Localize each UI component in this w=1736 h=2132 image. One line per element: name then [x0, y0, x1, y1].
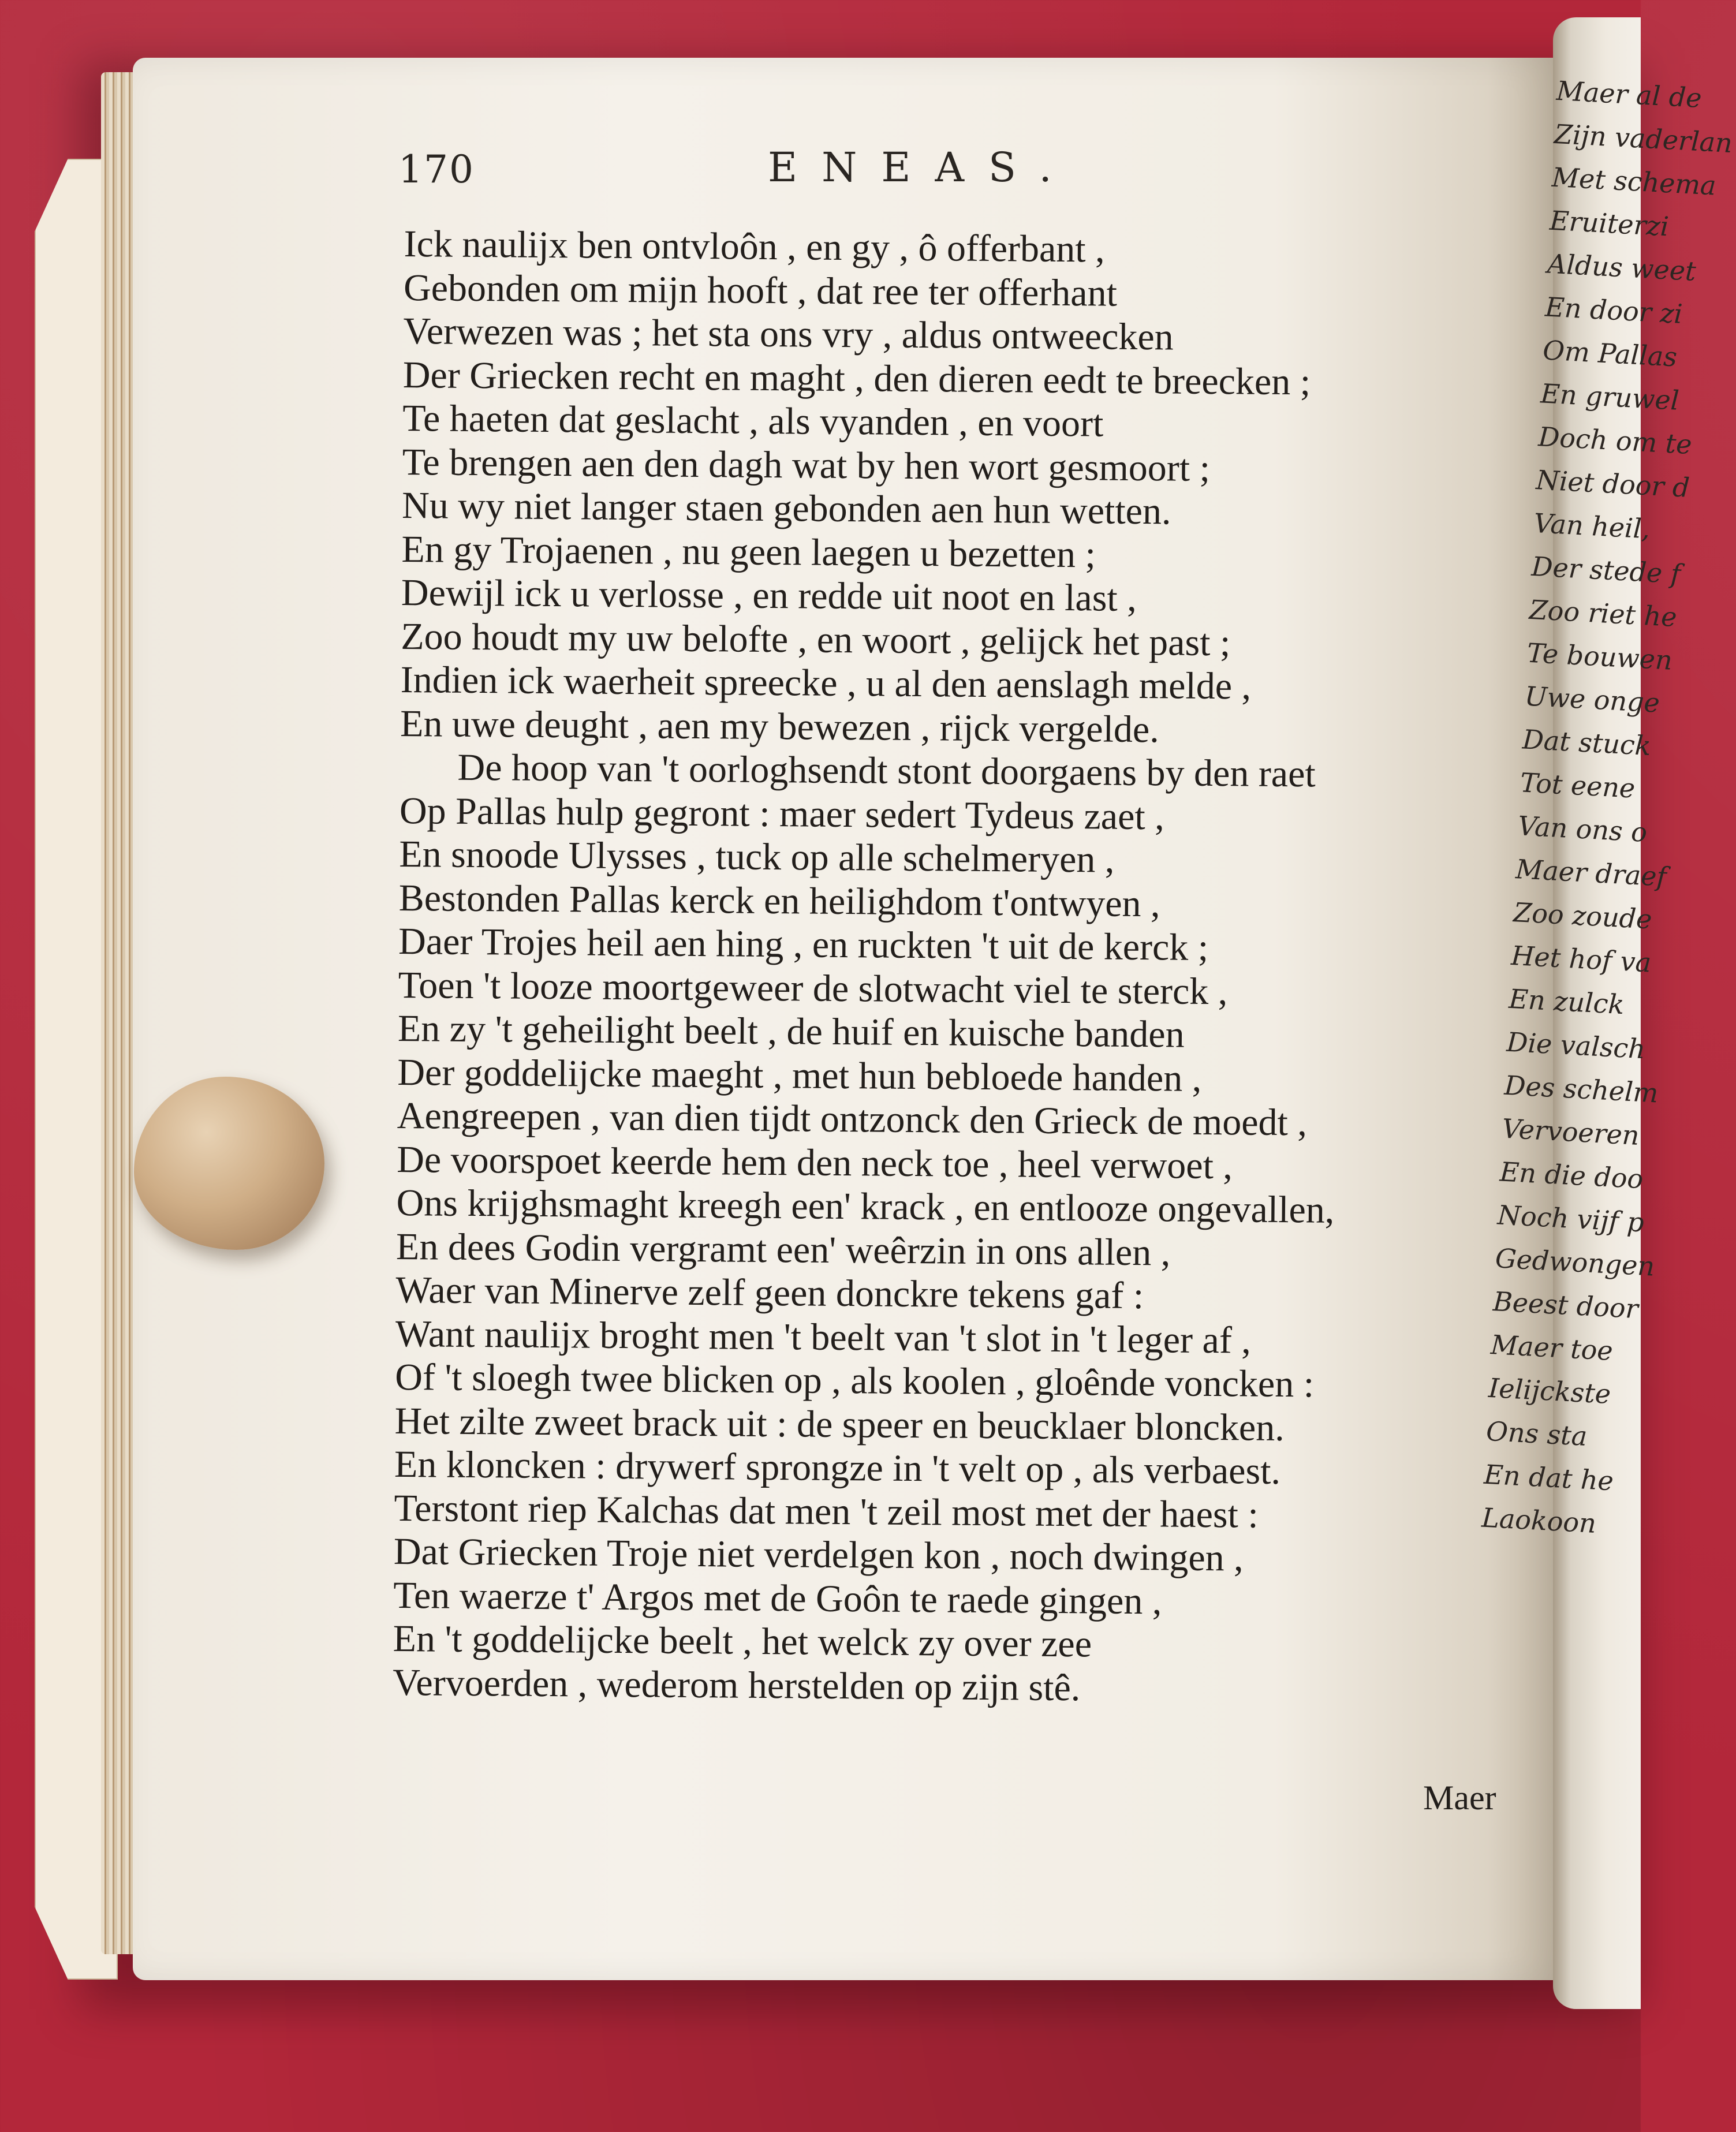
- verse-line: Dewijl ick u verlosse , en redde uit noot en last ,: [401, 571, 1137, 619]
- verse-text: [393, 222, 1530, 1713]
- verse-line: En dees Godin vergramt een' weêrzin in ons allen ,: [395, 1225, 1171, 1274]
- verse-line: En kloncken : drywerf sprongze in 't velt op , als verbaest.: [394, 1443, 1281, 1492]
- verse-line: En 't goddelijcke beelt , het welck zy over zee: [393, 1617, 1092, 1666]
- facing-page-line: Vervoeren: [1501, 1112, 1640, 1151]
- verse-line: Want naulijx broght men 't beelt van 't slot in 't leger af ,: [395, 1312, 1252, 1362]
- facing-page-line: Om Pallas: [1542, 334, 1678, 373]
- verse-line: Der Griecken recht en maght , den dieren eedt te breecken ;: [402, 353, 1311, 403]
- verse-line: Gebonden om mijn hooft , dat ree ter offerhant: [403, 266, 1118, 315]
- facing-page-line: Van heil,: [1533, 507, 1651, 545]
- facing-page: [1481, 17, 1734, 2009]
- verse-line: Ons krijghsmaght kreegh een' krack , en entlooze ongevallen,: [396, 1181, 1335, 1231]
- running-title: ENEAS.: [768, 144, 1076, 191]
- facing-page-line: Maer toe: [1489, 1329, 1614, 1367]
- facing-page-line: Maer al de: [1555, 74, 1703, 114]
- facing-page-line: Eruiterzi: [1548, 204, 1670, 242]
- verse-line: Dat Griecken Troje niet verdelgen kon , noch dwingen ,: [393, 1530, 1244, 1580]
- facing-page-line: Maer draef: [1514, 853, 1667, 893]
- verse-line: Bestonden Pallas kerck en heilighdom t'ontwyen ,: [398, 876, 1160, 925]
- verse-line: De hoop van 't oorloghsendt stont doorgaens by den raet: [457, 746, 1316, 796]
- page-weight-stone: [134, 1077, 324, 1250]
- facing-page-line: Des schelm: [1503, 1069, 1659, 1109]
- verse-line: Ick naulijx ben ontvloôn , en gy , ô offerbant ,: [404, 222, 1105, 271]
- facing-page-line: Zoo riet he: [1528, 593, 1678, 633]
- verse-line: Indien ick waerheit spreecke , u al den aenslagh melde ,: [400, 658, 1252, 708]
- facing-page-line: Die valsch: [1506, 1026, 1647, 1065]
- verse-line: Te haeten dat geslacht , als vyanden , en voort: [402, 397, 1104, 445]
- facing-page-line: Noch vijf p: [1496, 1199, 1645, 1238]
- facing-page-line: En zulck: [1508, 983, 1625, 1021]
- verse-line: Op Pallas hulp gegront : maer sedert Tydeus zaet ,: [399, 789, 1165, 838]
- facing-page-line: Zoo zoude: [1513, 897, 1653, 935]
- verse-line: Zoo houdt my uw belofte , en woort , gelijck het past ;: [401, 615, 1231, 664]
- page-header: [398, 144, 1495, 193]
- page-number: 170: [398, 147, 475, 192]
- verse-line: Waer van Minerve zelf geen donckre tekens gaf :: [395, 1268, 1144, 1317]
- verse-line: Te brengen aen den dagh wat by hen wort gesmoort ;: [402, 440, 1211, 490]
- facing-page-line: Niet door d: [1535, 464, 1690, 503]
- facing-page-line: Te bouwen: [1526, 637, 1674, 676]
- facing-page-line: Met schema: [1551, 161, 1717, 201]
- verse-line: Of 't sloegh twee blicken op , als koolen , gloênde voncken :: [395, 1356, 1315, 1406]
- facing-page-line: Het hof va: [1510, 939, 1652, 979]
- verse-line: Nu wy niet langer staen gebonden aen hun wetten.: [401, 484, 1171, 533]
- facing-page-line: Van ons o: [1517, 810, 1648, 848]
- verse-line: Vervoerden , wederom herstelden op zijn stê.: [392, 1661, 1081, 1709]
- facing-page-line: En door zi: [1544, 291, 1683, 330]
- facing-page-line: Laokoon: [1481, 1502, 1597, 1539]
- verse-line: En uwe deught , aen my bewezen , rijck vergelde.: [400, 702, 1160, 751]
- facing-page-line: En dat he: [1483, 1458, 1615, 1497]
- catchword: Maer: [1423, 1779, 1496, 1817]
- facing-page-line: Beest door: [1492, 1286, 1640, 1325]
- verse-line: En gy Trojaenen , nu geen laegen u bezetten ;: [401, 528, 1096, 576]
- facing-page-line: Ons sta: [1485, 1415, 1588, 1452]
- verse-line: Terstont riep Kalchas dat men 't zeil most met der haest :: [394, 1487, 1259, 1536]
- facing-page-line: Aldus weet: [1546, 248, 1697, 287]
- verse-line: En zy 't geheilight beelt , de huif en kuische banden: [397, 1007, 1185, 1056]
- verse-line: En snoode Ulysses , tuck op alle schelmeryen ,: [399, 832, 1115, 881]
- verse-line: Toen 't looze moortgeweer de slotwacht viel te sterck ,: [398, 964, 1228, 1013]
- facing-page-line: En die doo: [1499, 1156, 1644, 1195]
- facing-page-line: Doch om te: [1537, 421, 1693, 461]
- verse-line: Aengreepen , van dien tijdt ontzonck den Grieck de moedt ,: [397, 1094, 1308, 1144]
- verse-line: Verwezen was ; het sta ons vry , aldus ontweecken: [403, 309, 1174, 359]
- verse-line: De voorspoet keerde hem den neck toe , heel verwoet ,: [396, 1138, 1233, 1187]
- verse-line: Ten waerze t' Argos met de Goôn te raede gingen ,: [393, 1574, 1162, 1622]
- verse-line: Het zilte zweet brack uit : de speer en beucklaer bloncken.: [394, 1399, 1285, 1449]
- facing-page-line: Uwe onge: [1524, 680, 1661, 719]
- facing-page-line: En gruwel: [1540, 378, 1680, 416]
- facing-page-line: Dat stuck: [1521, 723, 1652, 762]
- verse-line: Daer Trojes heil aen hing , en ruckten 't uit de kerck ;: [398, 920, 1209, 969]
- facing-page-line: Ielijckste: [1487, 1372, 1612, 1410]
- facing-page-line: Der stede f: [1530, 550, 1682, 590]
- facing-page-line: Zijn vaderlan: [1553, 118, 1734, 159]
- facing-page-line: Gedwongen: [1494, 1242, 1656, 1282]
- facing-page-line: Tot eene: [1519, 767, 1636, 804]
- verse-line: Der goddelijcke maeght , met hun bebloede handen ,: [397, 1051, 1202, 1100]
